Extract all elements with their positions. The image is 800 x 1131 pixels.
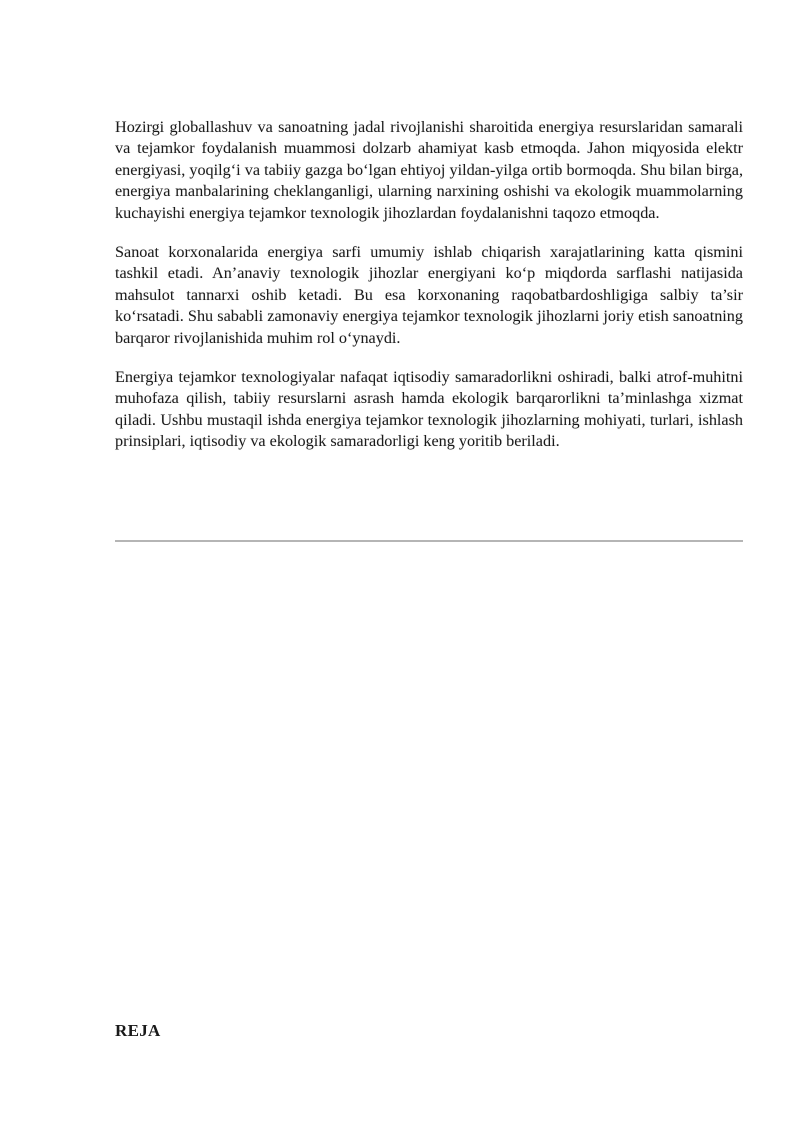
paragraph-intro: Hozirgi globallashuv va sanoatning jadal rivojlanishi sharoitida energiya resurslaridan samarali va tejamkor foydalanish muammosi dolzarb ahamiyat kasb etmoqda. Jahon miqyosida elektr energiyasi, yoqilg‘i va tabiiy gazga bo‘lgan ehtiyoj yildan-yilga ortib bormoqda. Shu bilan birga, energiya manbalarining cheklanganligi, ularning narxining oshishi va ekologik muammolarning kuchayishi energiya tejamkor texnologik jihozlardan foydalanishni taqozo etmoqda. (115, 118, 743, 222)
horizontal-divider (115, 540, 743, 542)
paragraph-goals: Energiya tejamkor texnologiyalar nafaqat iqtisodiy samaradorlikni oshiradi, balki atrof-muhitni muhofaza qilish, tabiiy resurslarni asrash hamda ekologik barqarorlikni ta’minlashga xizmat qiladi. Ushbu mustaqil ishda energiya tejamkor texnologik jihozlarning mohiyati, turlari, ishlash prinsiplari, iqtisodiy va ekologik samaradorligi keng yoritib beriladi. (115, 368, 743, 451)
paragraph-industry: Sanoat korxonalarida energiya sarfi umumiy ishlab chiqarish xarajatlarining katta qismini tashkil etadi. An’anaviy texnologik jihozlar energiyani ko‘p miqdorda sarflashi natijasida mahsulot tannarxi oshib ketadi. Bu esa korxonaning raqobatbardoshligiga salbiy ta’sir ko‘rsatadi. Shu sababli zamonaviy energiya tejamkor texnologik jihozlarni joriy etish sanoatning barqaror rivojlanishida muhim rol o‘ynaydi. (115, 243, 743, 347)
document-body (115, 117, 743, 471)
section-heading: REJA (115, 1021, 161, 1040)
